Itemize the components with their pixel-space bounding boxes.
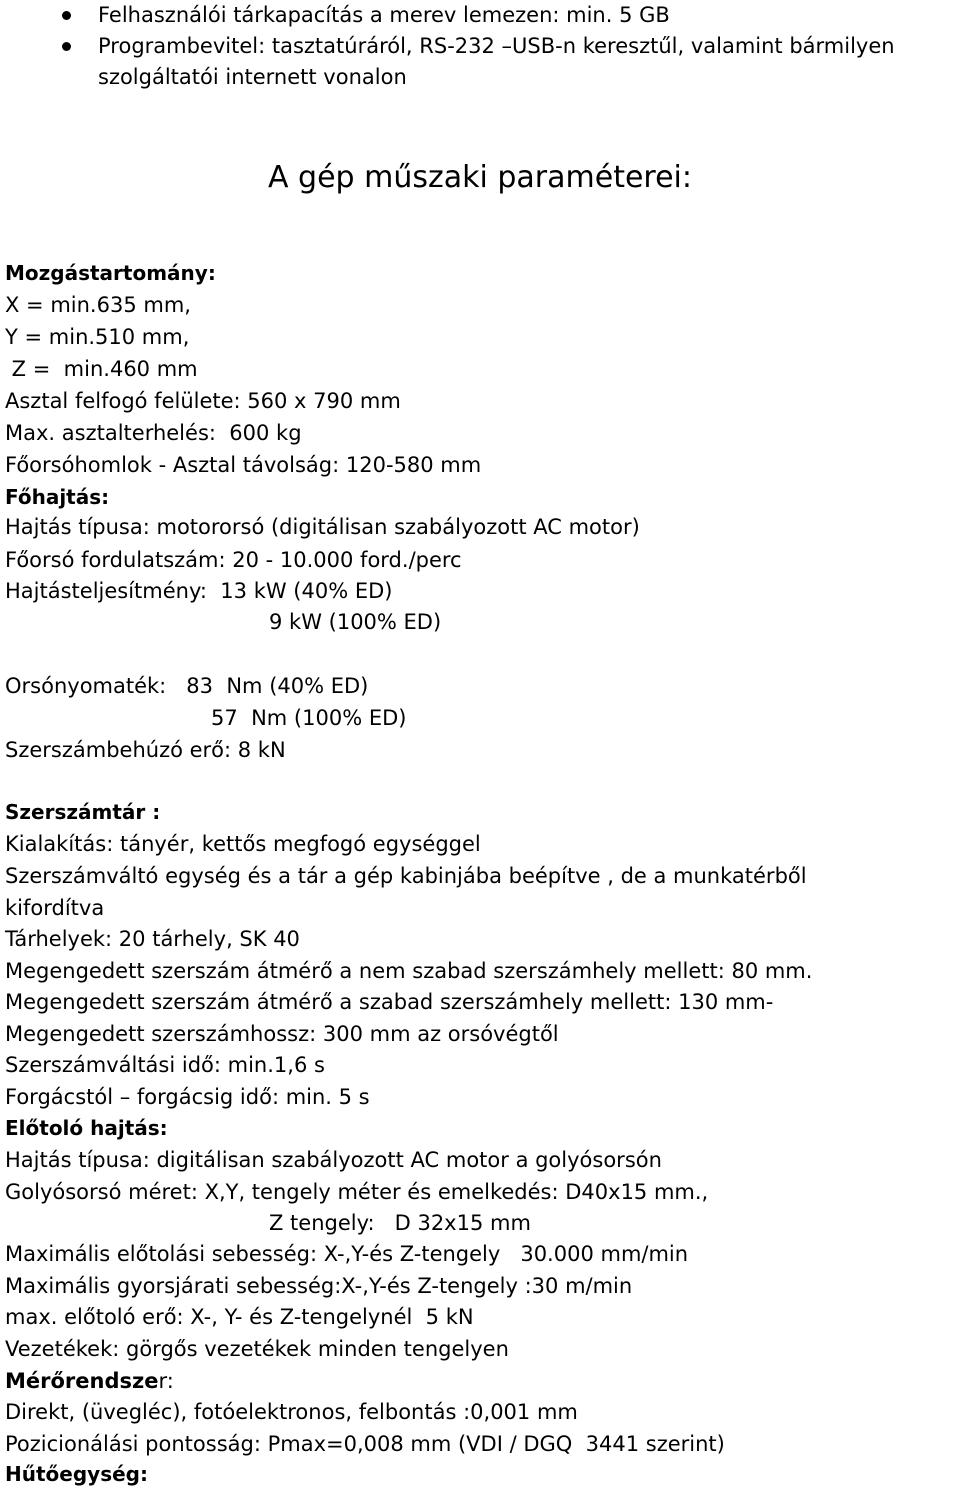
ballscrew-size-z: Z tengely: D 32x15 mm <box>269 1211 531 1235</box>
bullet-item-storage <box>0 0 898 31</box>
drive-power-100: 9 kW (100% ED) <box>269 610 442 634</box>
tool-changer-line-1: Szerszámváltó egység és a tár a gép kabinjába beépítve , de a munkatérből <box>5 864 807 888</box>
max-feed-rate: Maximális előtolási sebesség: X-,Y-és Z-tengely 30.000 mm/min <box>5 1242 689 1266</box>
tool-diameter-free: Megengedett szerszám átmérő a szabad szerszámhely mellett: 130 mm- <box>5 990 774 1014</box>
drive-power-40: Hajtásteljesítmény: 13 kW (40% ED) <box>5 579 393 603</box>
spindle-speed: Főorsó fordulatszám: 20 - 10.000 ford./perc <box>5 548 462 572</box>
feed-drive-type: Hajtás típusa: digitálisan szabályozott AC motor a golyósorsón <box>5 1148 662 1172</box>
tool-pull-force: Szerszámbehúzó erő: 8 kN <box>5 738 286 762</box>
measuring-system-rest: r: <box>158 1369 174 1393</box>
heading-hutoegyseg: Hűtőegység: <box>5 1462 148 1486</box>
spindle-torque-40: Orsónyomaték: 83 Nm (40% ED) <box>5 674 369 698</box>
spindle-torque-100: 57 Nm (100% ED) <box>211 706 407 730</box>
heading-fohajtas: Főhajtás: <box>5 485 110 509</box>
measuring-system-bold: Mérőrendsze <box>5 1369 159 1393</box>
bullet-dot-icon <box>62 42 71 51</box>
ballscrew-size-xy: Golyósorsó méret: X,Y, tengely méter és emelkedés: D40x15 mm., <box>5 1180 709 1204</box>
max-table-load: Max. asztalterhelés: 600 kg <box>5 421 302 445</box>
tool-slots: Tárhelyek: 20 tárhely, SK 40 <box>5 927 300 951</box>
bullet-item-program-input <box>0 31 898 93</box>
section-title: A gép műszaki paraméterei: <box>268 160 692 195</box>
guideways: Vezetékek: görgős vezetékek minden tengelyen <box>5 1337 509 1361</box>
chip-to-chip-time: Forgácstól – forgácsig idő: min. 5 s <box>5 1085 370 1109</box>
heading-szerszamtar: Szerszámtár : <box>5 800 161 824</box>
x-range: X = min.635 mm, <box>5 293 191 317</box>
bullet-dot-icon <box>62 11 71 20</box>
heading-meroredszer <box>5 1366 174 1397</box>
bullet-text: Felhasználói tárkapacítás a merev lemezen: min. 5 GB <box>98 3 670 27</box>
heading-eloto-hajtas: Előtoló hajtás: <box>5 1116 168 1140</box>
encoder-direct: Direkt, (üvegléc), fotóelektronos, felbontás :0,001 mm <box>5 1400 578 1424</box>
positioning-accuracy: Pozicionálási pontosság: Pmax=0,008 mm (VDI / DGQ 3441 szerint) <box>5 1432 725 1456</box>
bullet-list <box>0 0 898 93</box>
heading-mozgastartomany: Mozgástartomány: <box>5 261 216 285</box>
bullet-text: Programbevitel: tasztatúráról, RS-232 –USB-n keresztűl, valamint bármilyen szolgáltatói internett vonalon <box>98 34 895 89</box>
magazine-design: Kialakítás: tányér, kettős megfogó egységgel <box>5 832 481 856</box>
max-rapid-rate: Maximális gyorsjárati sebesség:X-,Y-és Z-tengely :30 m/min <box>5 1274 633 1298</box>
tool-diameter-occupied: Megengedett szerszám átmérő a nem szabad szerszámhely mellett: 80 mm. <box>5 959 813 983</box>
tool-changer-line-2: kifordítva <box>5 896 105 920</box>
tool-length: Megengedett szerszámhossz: 300 mm az orsóvégtől <box>5 1022 559 1046</box>
spindle-table-distance: Főorsóhomlok - Asztal távolság: 120-580 mm <box>5 453 482 477</box>
z-range: Z = min.460 mm <box>5 357 198 381</box>
tool-change-time: Szerszámváltási idő: min.1,6 s <box>5 1053 325 1077</box>
table-surface: Asztal felfogó felülete: 560 x 790 mm <box>5 389 401 413</box>
y-range: Y = min.510 mm, <box>5 325 190 349</box>
max-feed-force: max. előtoló erő: X-, Y- és Z-tengelynél 5 kN <box>5 1305 474 1329</box>
drive-type: Hajtás típusa: motororsó (digitálisan szabályozott AC motor) <box>5 515 640 539</box>
